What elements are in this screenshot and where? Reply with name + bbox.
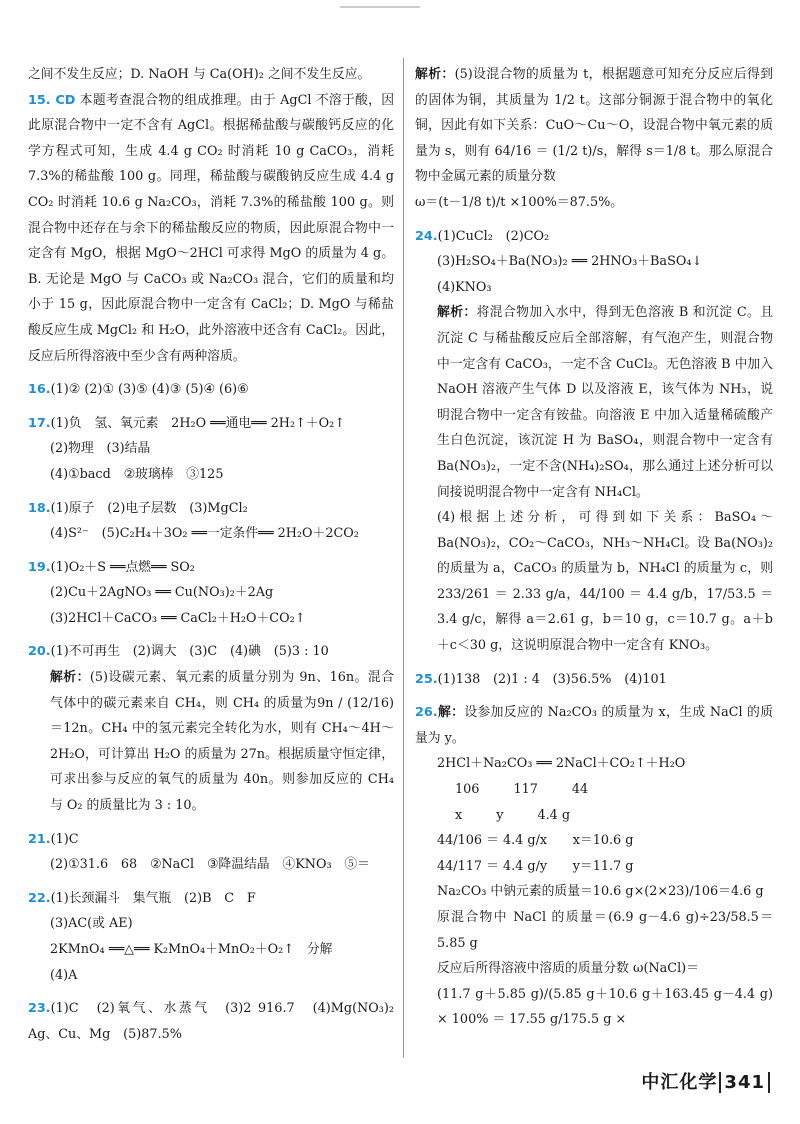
page-footer [641,1068,770,1094]
text-line: 之间不发生反应；D. NaOH 与 Ca(OH)₂ 之间不发生反应。 [28,67,371,82]
analysis-text: 。CH₄ 中的氢元素完全转化为水，则有 CH₄～4H～2H₂O，可计算出 H₂O 的质量为 27n。根据质量守恒定律，可求出参与反应的氧气的质量为 40n。则参加反应的 CH₄ 与 O₂ 的质量比为 3 : 10。 [50,721,394,814]
analysis-text: 。那么原混合物中金属元素的质量分数 [415,143,774,185]
answer-text: 2KMnO₄ ══△══ K₂MnO₄＋MnO₂＋O₂↑ 分解 [50,942,333,957]
answer-text: (3)H₂SO₄＋Ba(NO₃)₂ ══ 2HNO₃＋BaSO₄↓ [437,254,703,270]
molar-mass: 106 [455,782,480,798]
answer-text: (1)C (2)氧气、水蒸气 (3)2 916.7 (4)Mg(NO₃)₂ Ag、Cu、Mg (5)87.5% [28,1001,407,1042]
answer-19 [28,555,394,581]
analysis-text: (5)设混合物的质量为 t，根据题意可知充分反应后得到的固体为铜，其质量为 [415,67,774,108]
answer-17 [28,411,394,437]
answer-24 [415,224,773,250]
answer-text: (1)原子 (2)电子层数 (3)MgCl₂ [50,500,248,516]
formula: (11.7 g＋5.85 g)/(5.85 g＋10.6 g＋163.45 g－4.4 g) × 100% ＝ 17.55 g/175.5 g × [437,986,773,1028]
question-number: 21. [28,831,51,847]
answer-text: (1)长颈漏斗 集气瓶 (2)B C F [50,890,256,906]
formula: 1/2 t [554,92,585,108]
text-line: 反应后所得溶液中溶质的质量分数 ω(NaCl)＝ [437,961,699,977]
analysis-20 [28,665,394,819]
top-mark [340,6,420,8]
question-number: 24. [415,228,438,244]
question-number: 25. [415,671,438,687]
answer-26 [415,700,773,751]
answer-text: (3)AC(或 AE) [50,916,133,932]
analysis-label: 解析： [437,305,477,321]
molar-mass-row [415,777,773,803]
analysis-text: ，解得 s＝ [603,143,666,159]
analysis-label: 解析： [50,670,90,686]
question-number: 16. [28,382,51,398]
answer-text: (4)KNO₃ [437,279,492,295]
right-column [415,62,773,1033]
page-number: 341 [719,1072,770,1093]
answer-15 [28,88,394,370]
answer-text: (1)138 (2)1 : 4 (3)56.5% (4)101 [437,671,667,687]
answer-text: (4)S²⁻ (5)C₂H₄＋3O₂ ══一定条件══ 2H₂O＋2CO₂ [50,526,359,542]
analysis-text: ，解得 a＝2.61 g，b＝10 g，c＝10.7 g。a＋b＋c＜30 g，这说明原混合物中一定含有 KNO₃。 [437,612,773,654]
answer-text: (1)C [50,831,79,847]
solution-label: 解： [437,705,465,721]
analysis-text: (5)设碳元素、氧元素的质量分别为 9n、16n。混合气体中的碳元素来自 CH₄，则 CH₄ 的质量为 [50,670,395,711]
answer-text: 设参加反应的 Na₂CO₃ 的质量为 x，生成 NaCl 的质量为 y。 [415,705,773,746]
brand-name: 中汇化学 [641,1072,718,1093]
variable-row [415,803,773,829]
question-number: 23. [28,1001,51,1017]
reaction-equation: 2HCl＋Na₂CO₃ ══ 2NaCl＋CO₂↑＋H₂O [437,756,686,772]
answer-16 [28,377,394,403]
analysis-text: 将混合物加入水中，得到无色溶液 B 和沉淀 C。且沉淀 C 与稀盐酸反应后全部溶解，有气泡产生，则混合物中一定含有 CaCO₃，一定不含 CuCl₂。无色溶液 B 中加入 NaOH 溶液产生气体 D 以及溶液 E，该气体为 NH₃，说明混合物中一定含有铵盐。向溶液 E 中加入适量稀硫酸产生白色沉淀，该沉淀 H 为 BaSO₄，则混合物中一定含有 Ba(NO₃)₂，一定不含(NH₄)₂SO₄，那么通过上述分析可以间接说明混合物中一定含有 NH₄Cl。 [437,305,773,500]
analysis-24 [415,300,773,505]
proportion-1 [415,828,773,854]
answer-text: (1)负 氢、氧元素 2H₂O ══通电══ 2H₂↑＋O₂↑ [50,415,345,431]
molar-mass: 44 [571,782,589,798]
answer-text: (2)物理 (3)结晶 [50,441,151,457]
formula: 44/117 ＝ 4.4 g/y [437,858,548,874]
answer-18 [28,496,394,522]
question-number: 22. [28,890,51,906]
analysis-23 [415,62,773,190]
answer-text: (4)A [50,967,78,983]
answer-text: (2)①31.6 68 ②NaCl ③降温结晶 ④KNO₃ ⑤＝ [50,857,370,873]
answer-text: (2)Cu＋2AgNO₃ ══ Cu(NO₃)₂＋2Ag [50,585,274,601]
answer-text: (4)①bacd ②玻璃棒 ③125 [50,466,224,482]
left-column [28,62,407,1047]
answer-22 [28,886,394,912]
analysis-label: 解析： [415,67,455,82]
question-number: 18. [28,500,51,516]
molar-mass: 117 [513,782,538,798]
formula: 44/106 ＝ 4.4 g/x [437,833,548,849]
question-number: 19. [28,559,51,575]
formula: 原混合物中 NaCl 的质量＝(6.9 g－4.6 g)÷23/58.5＝5.85 g [437,910,773,951]
answer-21 [28,827,394,853]
answer-text: (1)O₂＋S ══点燃══ SO₂ [50,559,195,575]
variable: x [455,807,463,823]
question-number: 15. CD [28,92,76,108]
formula: 64/16 ＝ (1/2 t)/s [494,143,604,159]
formula: 9n / (12/16) ＝12n [50,695,394,737]
answer-25 [415,667,773,693]
answer-text: (1)CuCl₂ (2)CO₂ [437,228,550,244]
analysis-text: (4)根据上述分析，可得到如下关系：BaSO₄～Ba(NO₃)₂，CO₂～CaCO₃，NH₃～NH₄Cl。设 Ba(NO₃)₂ 的质量为 a，CaCO₃ 的质量为 b，NH₄Cl 的质量为 c，则 [437,510,773,577]
answer-text: 本题考查混合物的组成推理。由于 AgCl 不溶于酸，因此原混合物中一定不含有 AgCl。根据稀盐酸与碳酸钙反应的化学方程式可知，生成 4.4 g CO₂ 时消耗 10 g CaCO₃，消耗 7.3%的稀盐酸 100 g。同理，稀盐酸与碳酸钠反应生成 4.4 g CO₂ 时消耗 10.6 g Na₂CO₃，消耗 7.3%的稀盐酸 100 g。则混合物中还存在与余下的稀盐酸反应的物质，因此原混合物中一定含有 MgO，根据 MgO～2HCl 可求得 MgO 的质量为 4 g。B. 无论是 MgO 与 CaCO₃ 或 Na₂CO₃ 混合，它们的质量和均小于 15 g，因此原混合物中一定含有 CaCl₂；D. MgO 与稀盐酸反应生成 MgCl₂ 和 H₂O，此外溶液中还含有 CaCl₂。因此，反应后所得溶液中至少含有两种溶质。 [28,92,394,364]
formula: 1/8 t [665,143,696,159]
answer-20 [28,639,394,665]
result: x＝10.6 g [572,833,634,849]
formula: 233/261 ＝ 2.33 g/a，44/100 ＝ 4.4 g/b，17/53.5 ＝ 3.4 g/c [437,586,773,628]
formula: Na₂CO₃ 中钠元素的质量＝10.6 g×(2×23)/106＝4.6 g [437,884,764,900]
answer-text: (1)不可再生 (2)调大 (3)C (4)碘 (5)3 : 10 [50,644,329,660]
variable: 4.4 g [537,807,571,823]
answer-23 [28,996,407,1047]
answer-text: (3)2HCl＋CaCO₃ ══ CaCl₂＋H₂O＋CO₂↑ [50,610,306,626]
question-number: 20. [28,644,51,660]
analysis-text: 。这部分铜源于混合物中的氧化铜，因此有如下关系：CuO～Cu～O，设混合物中氧元素的质量为 s，则有 [415,92,774,159]
variable: y [496,807,504,823]
result: y＝11.7 g [572,858,634,874]
analysis-24b [415,505,773,659]
question-number: 26. [415,705,438,721]
proportion-2 [415,854,773,880]
question-number: 17. [28,415,51,431]
answer-text: (1)② (2)① (3)⑤ (4)③ (5)④ (6)⑥ [50,382,249,398]
column-divider [403,58,404,1058]
formula: ω＝(t－1/8 t)/t ×100%＝87.5%。 [415,194,624,210]
